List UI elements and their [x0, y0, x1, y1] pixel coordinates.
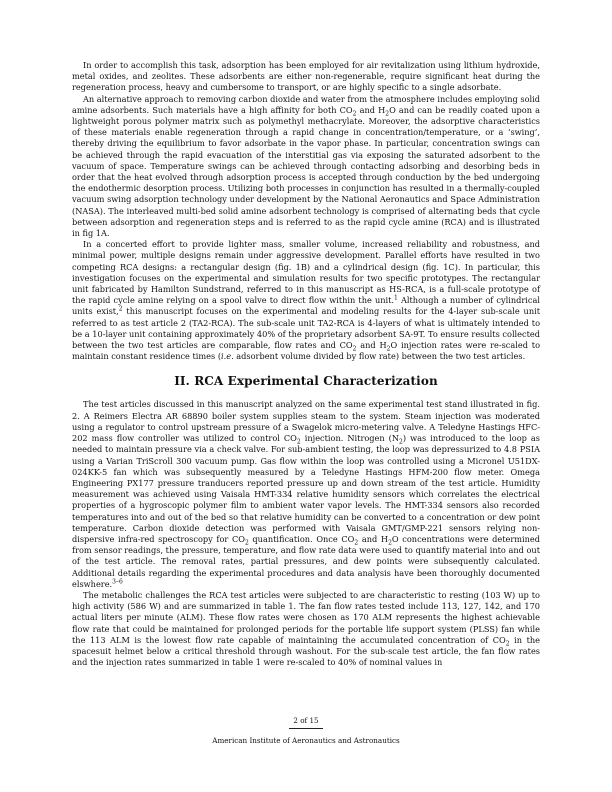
page-number: 2 of 15 [293, 716, 319, 725]
subscript: 2 [244, 539, 249, 547]
superscript: 3–6 [112, 578, 123, 585]
text-run: An alternative approach to removing carbon dioxide and water from the atmosphere includes employing solid amine adsorbents. Such materials have a high affinity for both CO [72, 93, 541, 115]
text-run: adsorbent volume divided by flow rate) between the two test articles. [233, 351, 526, 362]
subscript: 2 [385, 110, 390, 118]
subscript: 2 [505, 640, 510, 648]
text-run: and H [358, 533, 389, 544]
subscript: 2 [388, 539, 392, 547]
subscript: 2 [352, 110, 357, 118]
text-run: this manuscript focuses on the experimental and modeling results for the 4-layer sub-scale unit referred to as test article 2 (TA2-RCA). The sub-scale unit TA2-RCA is 4-layers of what is ultimately intended to be a 10-layer unit containing approximately 40% of the proprietary adsorbent SA-9T. To ensure results collected between the two test articles are comparable, flow rates and CO [72, 306, 540, 351]
paragraph [72, 590, 540, 668]
text-run: injection. Nitrogen (N [300, 433, 400, 444]
text-run: O and can be readily coated upon a lightweight porous polymer matrix such as polymethyl methacrylate. Moreover, the adsorptive characteristics of these materials enable regeneration through a rapid change in concentration/temperature, or a ‘swing’, thereby driving the equilibrium to favor adsorbate in the vapor phase. In particular, concentration swings can be achieved through the rapid evacuation of the interstitial gas via exposing the saturated adsorbent to the vacuum of space. Temperature swings can be achieved through contacting adsorbing and desorbing beds in order that the heat evolved through adsorption process is accepted through conduction by the bed undergoing the endothermic desorption process. Utilizing both processes in conjunction has resulted in a thermally-coupled vacuum swing adsorption technology under development by the National Aeronautics and Space Administration (NASA). The interleaved multi-bed solid amine adsorbent technology is comprised of alternating beds that cycle between adsorption and regeneration steps and is referred to as the rapid cycle amine (RCA) and is illustrated in fig 1A. [72, 104, 540, 239]
text-run: The test articles discussed in this manuscript analyzed on the same experimental test stand illustrated in fig. 2. A Reimers Electra AR 68890 boiler system supplies steam to the system. Steam injection was moderated using a regulator to control upstream pressure of a Swagelok micro-metering valve. A Teledyne Hastings HFC-202 mass flow controller was utilized to control CO [72, 399, 540, 444]
text-run: and H [356, 340, 387, 351]
superscript: 2 [118, 305, 123, 313]
subscript: 2 [386, 345, 391, 353]
text-run: quantification. Once CO [248, 533, 355, 544]
text-run: and H [356, 104, 386, 115]
text-run: ) was introduced to the loop as needed to maintain pressure via a check valve. For sub-ambient testing, the loop was depressurized to 4.8 PSIA using a Varian TriScroll 300 vacuum pump. Gas flow within the loop was controlled using a Micronel U51DX-024KK-5 fan which was subsequently measured by a Teledyne Hastings HFM-200 flow meter. Omega Engineering PX177 pressure tranducers reported pressure up and down stream of the test article. Humidity measurement was achieved using Vaisala HMT-334 relative humidity sensors which correlates the electrical properties of a hygroscopic polymer film to ambient water vapor levels. The HMT-334 sensors also recorded temperatures into and out of the bed so that relative humidity can be converted to a concentration or dew point temperature. Carbon dioxide detection was performed with Vaisala GMT/GMP-221 sensors relying non-dispersive infra-red spectroscopy for CO [72, 433, 540, 544]
footer-journal: American Institute of Aeronautics and Astronautics [212, 736, 400, 745]
text-run: O injection rates were re-scaled to maintain constant residence times ( [72, 340, 540, 362]
text-run: Although a number of cylindrical units exist, [72, 295, 541, 317]
text-run: In a concerted effort to provide lighter mass, smaller volume, increased reliability and robustness, and minimal power, multiple designs remain under aggressive development. Parallel efforts have resulted in two competing RCA designs: a rectangular design (fig. 1B) and a cylindrical design (fig. 1C). In particular, this investigation focuses on the experimental and simulation results for two specific prototypes. The rectangular unit fabricated by Hamilton Sundstrand, referred to in this manuscript as HS-RCA, is a full-scale prototype of the rapid cycle amine relying on a spool valve to direct flow within the unit. [72, 239, 540, 306]
subscript: 2 [399, 438, 403, 446]
paragraph [72, 94, 540, 240]
paragraph [72, 60, 540, 94]
paragraph [72, 239, 540, 362]
intro-text [72, 60, 540, 362]
subscript: 2 [296, 438, 301, 446]
subscript: 2 [354, 539, 359, 547]
footer-rule [289, 728, 323, 729]
text-run: O concentrations were determined from sensor readings, the pressure, temperature, and flow rate data were used to quantify material into and out of the test article. The removal rates, partial pressures, and dew points were subsequently calculated. Additional details regarding the experimental procedures and data analysis have been thoroughly documented elswhere. [72, 533, 540, 589]
italic-text: i.e. [221, 351, 234, 362]
text-run: In order to accomplish this task, adsorption has been employed for air revitalization using lithium hydroxide, metal oxides, and zeolites. These adsorbents are either non-regenerable, require significant heat during the regeneration process, heavy and cumbersome to transport, or are highly specific to a single adsorbate. [72, 60, 540, 93]
section-text [72, 399, 540, 668]
text-run: The metabolic challenges the RCA test articles were subjected to are characteristic to resting (103 W) up to high activity (586 W) and are summarized in table 1. The fan flow rates tested include 113, 127, 142, and 170 actual liters per minute (ALM). These flow rates were chosen as 170 ALM represents the highest achievable flow rate that could be maintained for prolonged periods for the portable life support system (PLSS) fan while the 113 ALM is the lowest flow rate capable of maintaining the accumulated concentration of CO [72, 589, 540, 645]
section-heading: II. RCA Experimental Characterization [174, 374, 438, 389]
paragraph [72, 399, 540, 589]
superscript: 1 [394, 294, 398, 302]
subscript: 2 [352, 345, 357, 353]
text-run: in the spacesuit helmet below a critical threshold through washout. For the sub-scale test article, the fan flow rates and the injection rates summarized in table 1 were re-scaled to 40% of nominal values in [72, 634, 540, 668]
page-body [72, 60, 540, 668]
